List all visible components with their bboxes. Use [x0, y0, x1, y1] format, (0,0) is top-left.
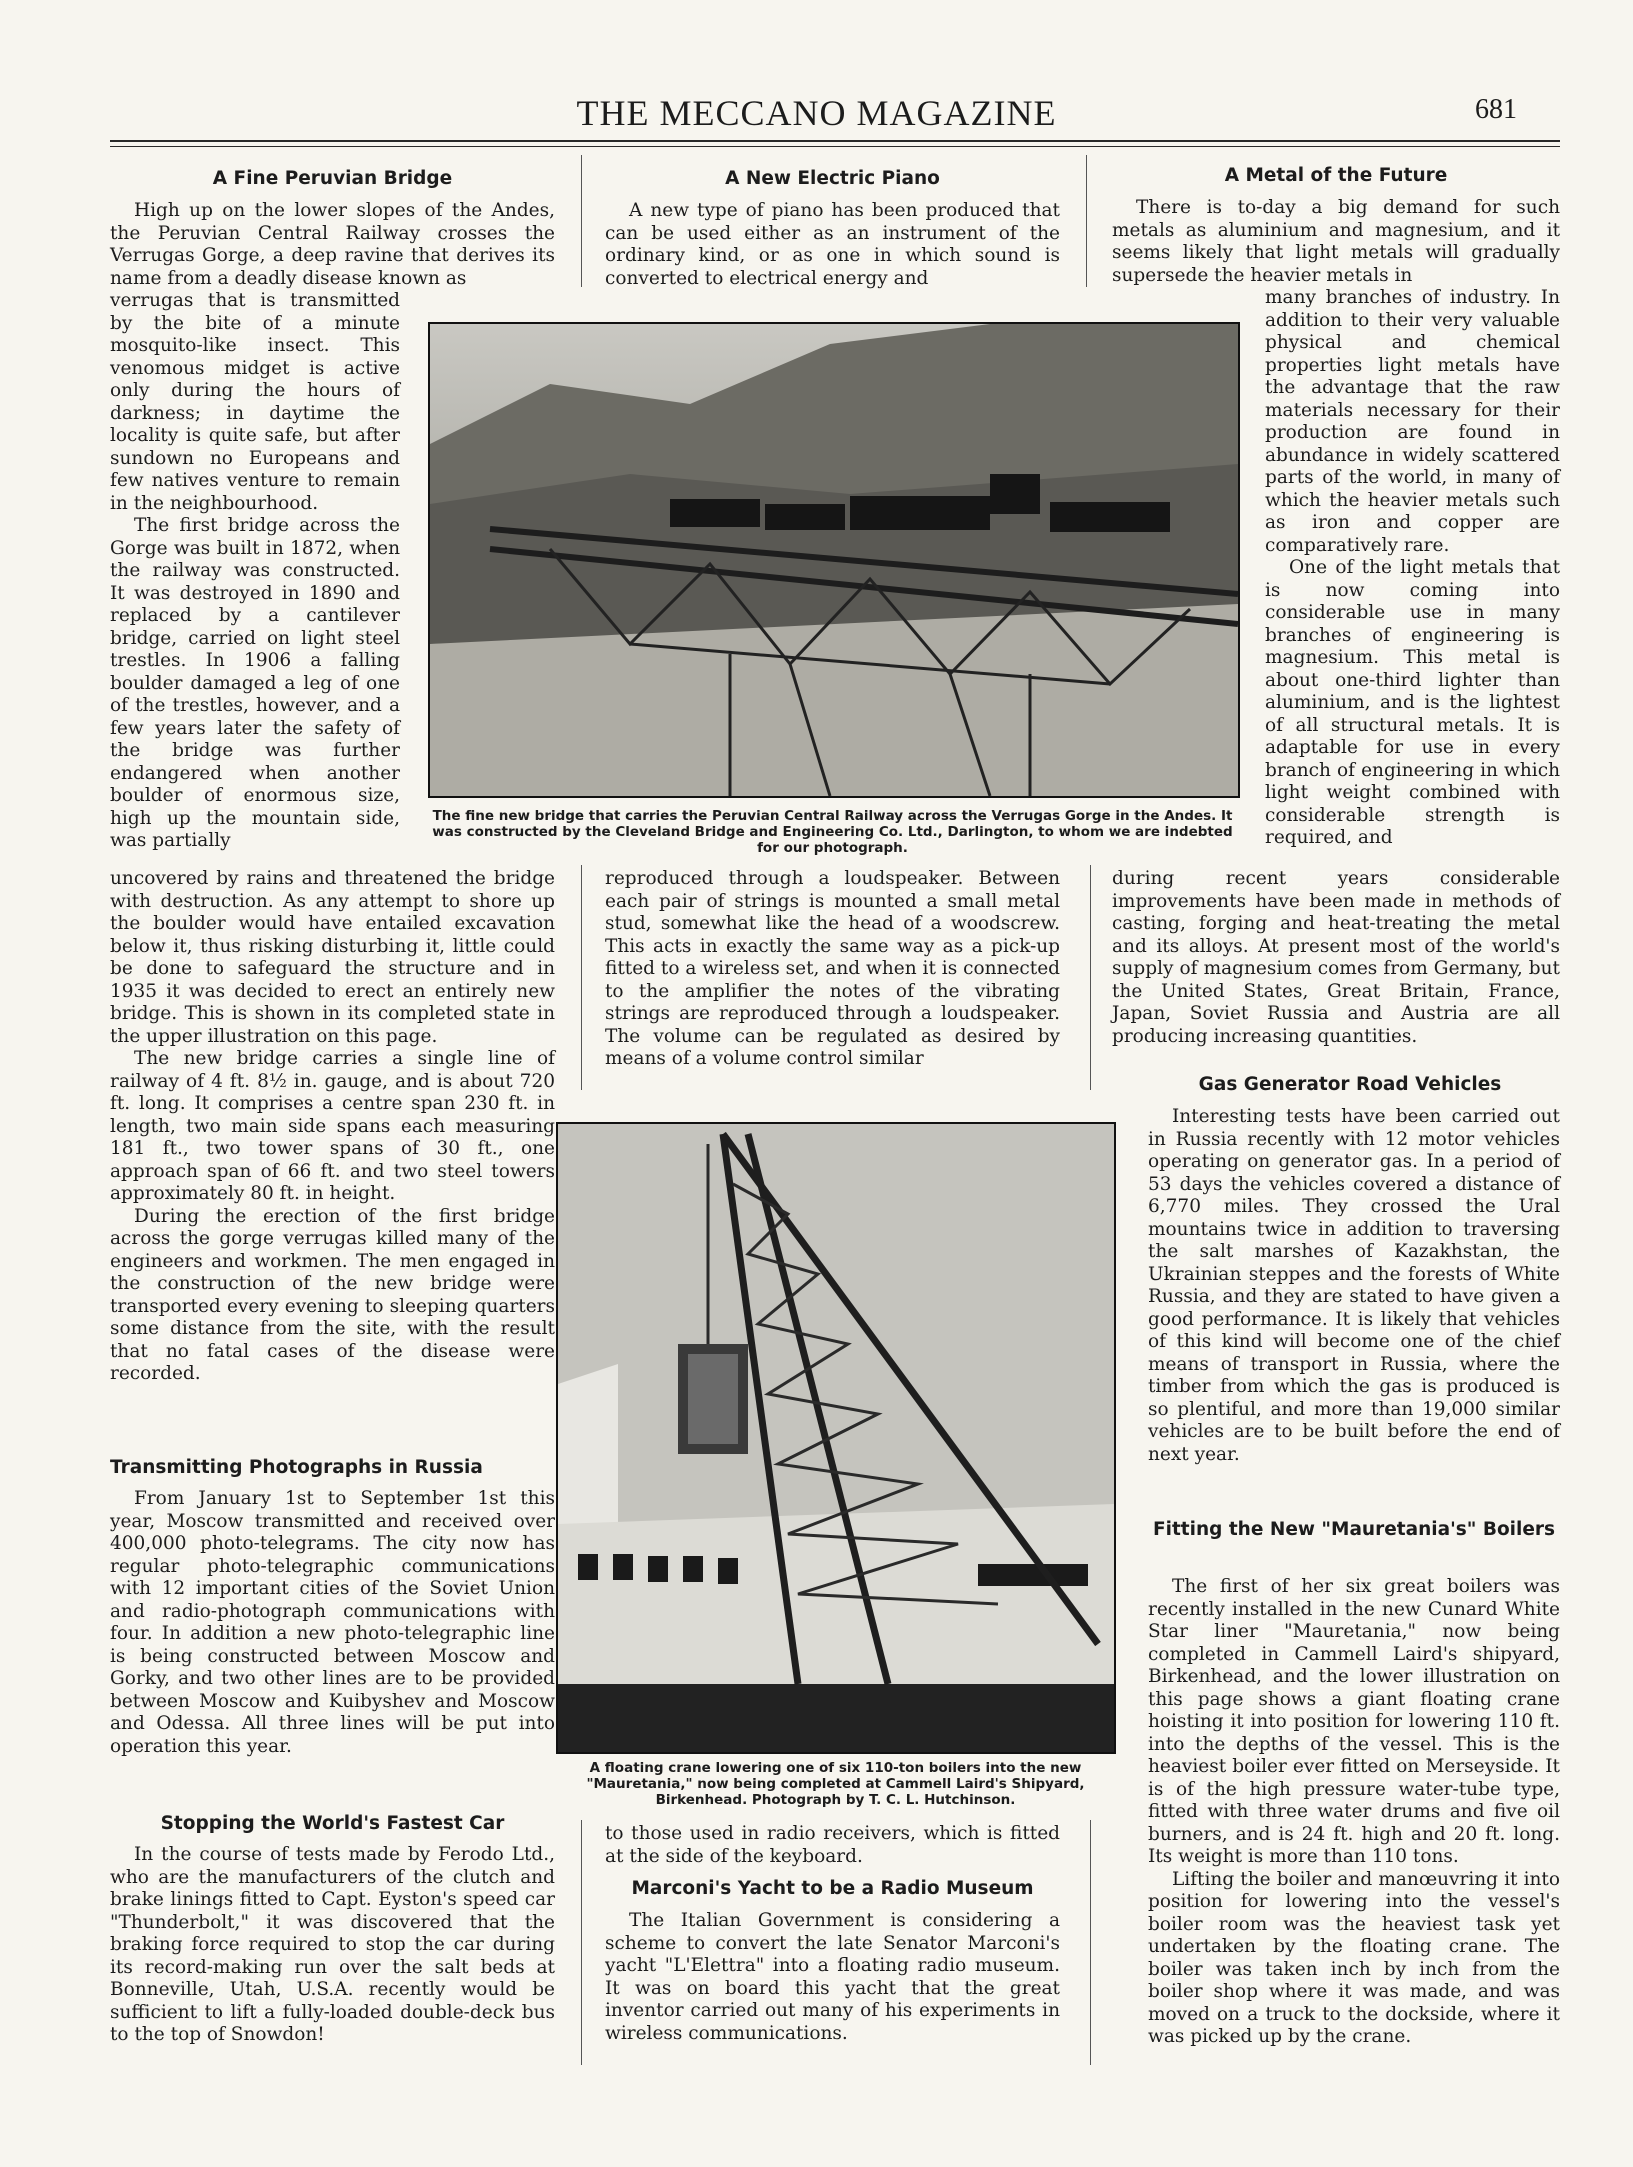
- metal-future-continued: [1112, 868, 1560, 1048]
- column-divider: [1090, 1820, 1091, 2065]
- peruvian-bridge-intro: [110, 200, 555, 290]
- paragraph: many branches of industry. In addition to their very valuable physical and chemical properties light metals have the advantage that the raw materials necessary for their production are found in abundance in widely scattered parts of the world, in many of which the heavier metals such as iron and copper are comparatively rare.: [1265, 287, 1560, 556]
- paragraph: Lifting the boiler and manœuvring it into position for lowering into the vessel's boiler room was the heaviest task yet undertaken by the floating crane. The boiler was taken inch by inch from the boiler shop where it was made, and was moved on a truck to the dockside, where it was picked up by the crane.: [1148, 1868, 1560, 2047]
- transmitting-text: [110, 1488, 555, 1758]
- paragraph: reproduced through a loudspeaker. Between each pair of strings is mounted a small metal stud, somewhat like the head of a woodscrew. This acts in exactly the same way as a pick-up fitted to a wireless set, and when it is connected to the amplifier the notes of the vibrating strings are reproduced through a loudspeaker. The volume can be regulated as desired by means of a volume control similar: [605, 868, 1060, 1069]
- peruvian-bridge-narrow-text: [110, 290, 400, 853]
- paragraph: From January 1st to September 1st this year, Moscow transmitted and received over 400,000 photo-telegrams. The city now has regular photo-telegraphic communications with 12 important cities of the Soviet Union and radio-photograph communications with four. In addition a new photo-telegraphic line is being constructed between Moscow and Gorky, and two other lines are to be provided between Moscow and Kuibyshev and Moscow and Odessa. All three lines will be put into operation this year.: [110, 1488, 555, 1757]
- header-rule: [110, 140, 1560, 142]
- page-number: 681: [1475, 94, 1517, 125]
- metal-future-heading: A Metal of the Future: [1224, 165, 1448, 186]
- paragraph: The first bridge across the Gorge was built in 1872, when the railway was constructed. It was destroyed in 1890 and replaced by a cantilever bridge, carried on light steel trestles. In 1906 a falling boulder damaged a leg of one of the trestles, however, and a few years later the safety of the bridge was further endangered when another boulder of enormous size, high up the mountain side, was partially: [110, 515, 400, 851]
- column-divider: [581, 865, 582, 1090]
- column-divider: [1090, 865, 1091, 1090]
- crane-caption: A floating crane lowering one of six 110-ton boilers into the new "Mauretania," now being completed at Cammell Laird's Shipyard, Birkenhead. Photograph by T. C. L. Hutchinson.: [586, 1760, 1085, 1808]
- paragraph: A new type of piano has been produced that can be used either as an instrument of the ordinary kind, or as one in which sound is converted to electrical energy and: [605, 200, 1060, 289]
- bridge-caption: The fine new bridge that carries the Peruvian Central Railway across the Verrugas Gorge in the Andes. It was constructed by the Cleveland Bridge and Engineering Co. Ltd., Darlington, to whom we are indebted for our photograph.: [432, 808, 1233, 856]
- paragraph: during recent years considerable improvements have been made in methods of casting, forging and heat-treating the metal and its alloys. At present most of the world's supply of magnesium comes from Germany, but the United States, Great Britain, France, Japan, Soviet Russia and Austria are all producing increasing quantities.: [1112, 868, 1560, 1047]
- paragraph: uncovered by rains and threatened the bridge with destruction. As any attempt to shore up the boulder would have entailed excavation below it, thus risking disturbing it, little could be done to safeguard the structure and in 1935 it was decided to erect an entirely new bridge. This is shown in its completed state in the upper illustration on this page.: [110, 868, 555, 1047]
- magazine-title: THE MECCANO MAGAZINE: [576, 93, 1057, 133]
- paragraph: One of the light metals that is now coming into considerable use in many branches of engineering is magnesium. This metal is about one-third lighter than aluminium, and is the lightest of all structural metals. It is adaptable for use in every branch of engineering in which light weight combined with considerable strength is required, and: [1265, 557, 1560, 848]
- header-rule-thin: [110, 146, 1560, 147]
- electric-piano-continued: [605, 868, 1060, 1071]
- electric-piano-heading: A New Electric Piano: [725, 168, 940, 189]
- paragraph: There is to-day a big demand for such metals as aluminium and magnesium, and it seems likely that light metals will gradually supersede the heavier metals in: [1112, 197, 1560, 286]
- paragraph: High up on the lower slopes of the Andes, the Peruvian Central Railway crosses the Verrugas Gorge, a deep ravine that derives its name from a deadly disease known as: [110, 200, 555, 289]
- gas-vehicles-heading: Gas Generator Road Vehicles: [1198, 1074, 1502, 1095]
- crane-photograph: [556, 1122, 1116, 1754]
- column-divider: [581, 155, 582, 287]
- marconi-heading: Marconi's Yacht to be a Radio Museum: [631, 1878, 1034, 1899]
- paragraph: During the erection of the first bridge across the gorge verrugas killed many of the engineers and workmen. The men engaged in the construction of the new bridge were transported every evening to sleeping quarters some distance from the site, with the result that no fatal cases of the disease were recorded.: [110, 1205, 555, 1384]
- bridge-photograph: [428, 322, 1240, 798]
- peruvian-bridge-heading: A Fine Peruvian Bridge: [212, 168, 453, 189]
- transmitting-heading: Transmitting Photographs in Russia: [110, 1457, 483, 1478]
- marconi-text: [605, 1910, 1060, 2045]
- column-divider: [1086, 155, 1087, 287]
- paragraph: The Italian Government is considering a scheme to convert the late Senator Marconi's yacht "L'Elettra" into a floating radio museum. It was on board this yacht that the great inventor carried out many of his experiments in wireless communications.: [605, 1910, 1060, 2044]
- paragraph: In the course of tests made by Ferodo Ltd., who are the manufacturers of the clutch and brake linings fitted to Capt. Eyston's speed car "Thunderbolt," it was discovered that the braking force required to stop the car during its record-making run over the salt beds at Bonneville, Utah, U.S.A. recently would be sufficient to lift a fully-loaded double-deck bus to the top of Snowdon!: [110, 1844, 555, 2045]
- column-divider: [581, 1820, 582, 2065]
- stopping-car-text: [110, 1844, 555, 2047]
- mauretania-heading: Fitting the New "Mauretania's" Boilers: [1152, 1519, 1556, 1540]
- electric-piano-end: [605, 1823, 1060, 1868]
- mauretania-text: [1148, 1576, 1560, 2049]
- paragraph: verrugas that is transmitted by the bite of a minute mosquito-like insect. This venomous midget is active only during the hours of darkness; in daytime the locality is quite safe, but after sundown no Europeans and few natives venture to remain in the neighbourhood.: [110, 290, 400, 514]
- paragraph: The first of her six great boilers was recently installed in the new Cunard White Star liner "Mauretania," now being completed in Cammell Laird's shipyard, Birkenhead, and the lower illustration on this page shows a giant floating crane hoisting it into position for lowering 110 ft. into the depths of the vessel. This is the heaviest boiler ever fitted on Merseyside. It is of the high pressure water-tube type, fitted with three water drums and five oil burners, and is 24 ft. high and 20 ft. long. Its weight is more than 110 tons.: [1148, 1576, 1560, 1867]
- metal-future-intro: [1112, 197, 1560, 287]
- paragraph: Interesting tests have been carried out in Russia recently with 12 motor vehicles operating on generator gas. In a period of 53 days the vehicles covered a distance of 6,770 miles. They crossed the Ural mountains twice in addition to traversing the salt marshes of Kazakhstan, the Ukrainian steppes and the forests of White Russia, and they are stated to have given a good performance. It is likely that vehicles of this kind will become one of the chief means of transport in Russia, where the timber from which the gas is produced is so plentiful, and more than 19,000 similar vehicles are to be built before the end of next year.: [1148, 1106, 1560, 1465]
- peruvian-bridge-continued: [110, 868, 555, 1386]
- paragraph: The new bridge carries a single line of railway of 4 ft. 8½ in. gauge, and is about 720 ft. long. It comprises a centre span 230 ft. in length, two main side spans each measuring 181 ft., two tower spans of 30 ft., one approach span of 66 ft. and two steel towers approximately 80 ft. in height.: [110, 1048, 555, 1204]
- paragraph: to those used in radio receivers, which is fitted at the side of the keyboard.: [605, 1823, 1060, 1867]
- electric-piano-intro: [605, 200, 1060, 290]
- gas-vehicles-text: [1148, 1106, 1560, 1466]
- stopping-car-heading: Stopping the World's Fastest Car: [160, 1813, 505, 1834]
- metal-future-narrow-text: [1265, 287, 1560, 850]
